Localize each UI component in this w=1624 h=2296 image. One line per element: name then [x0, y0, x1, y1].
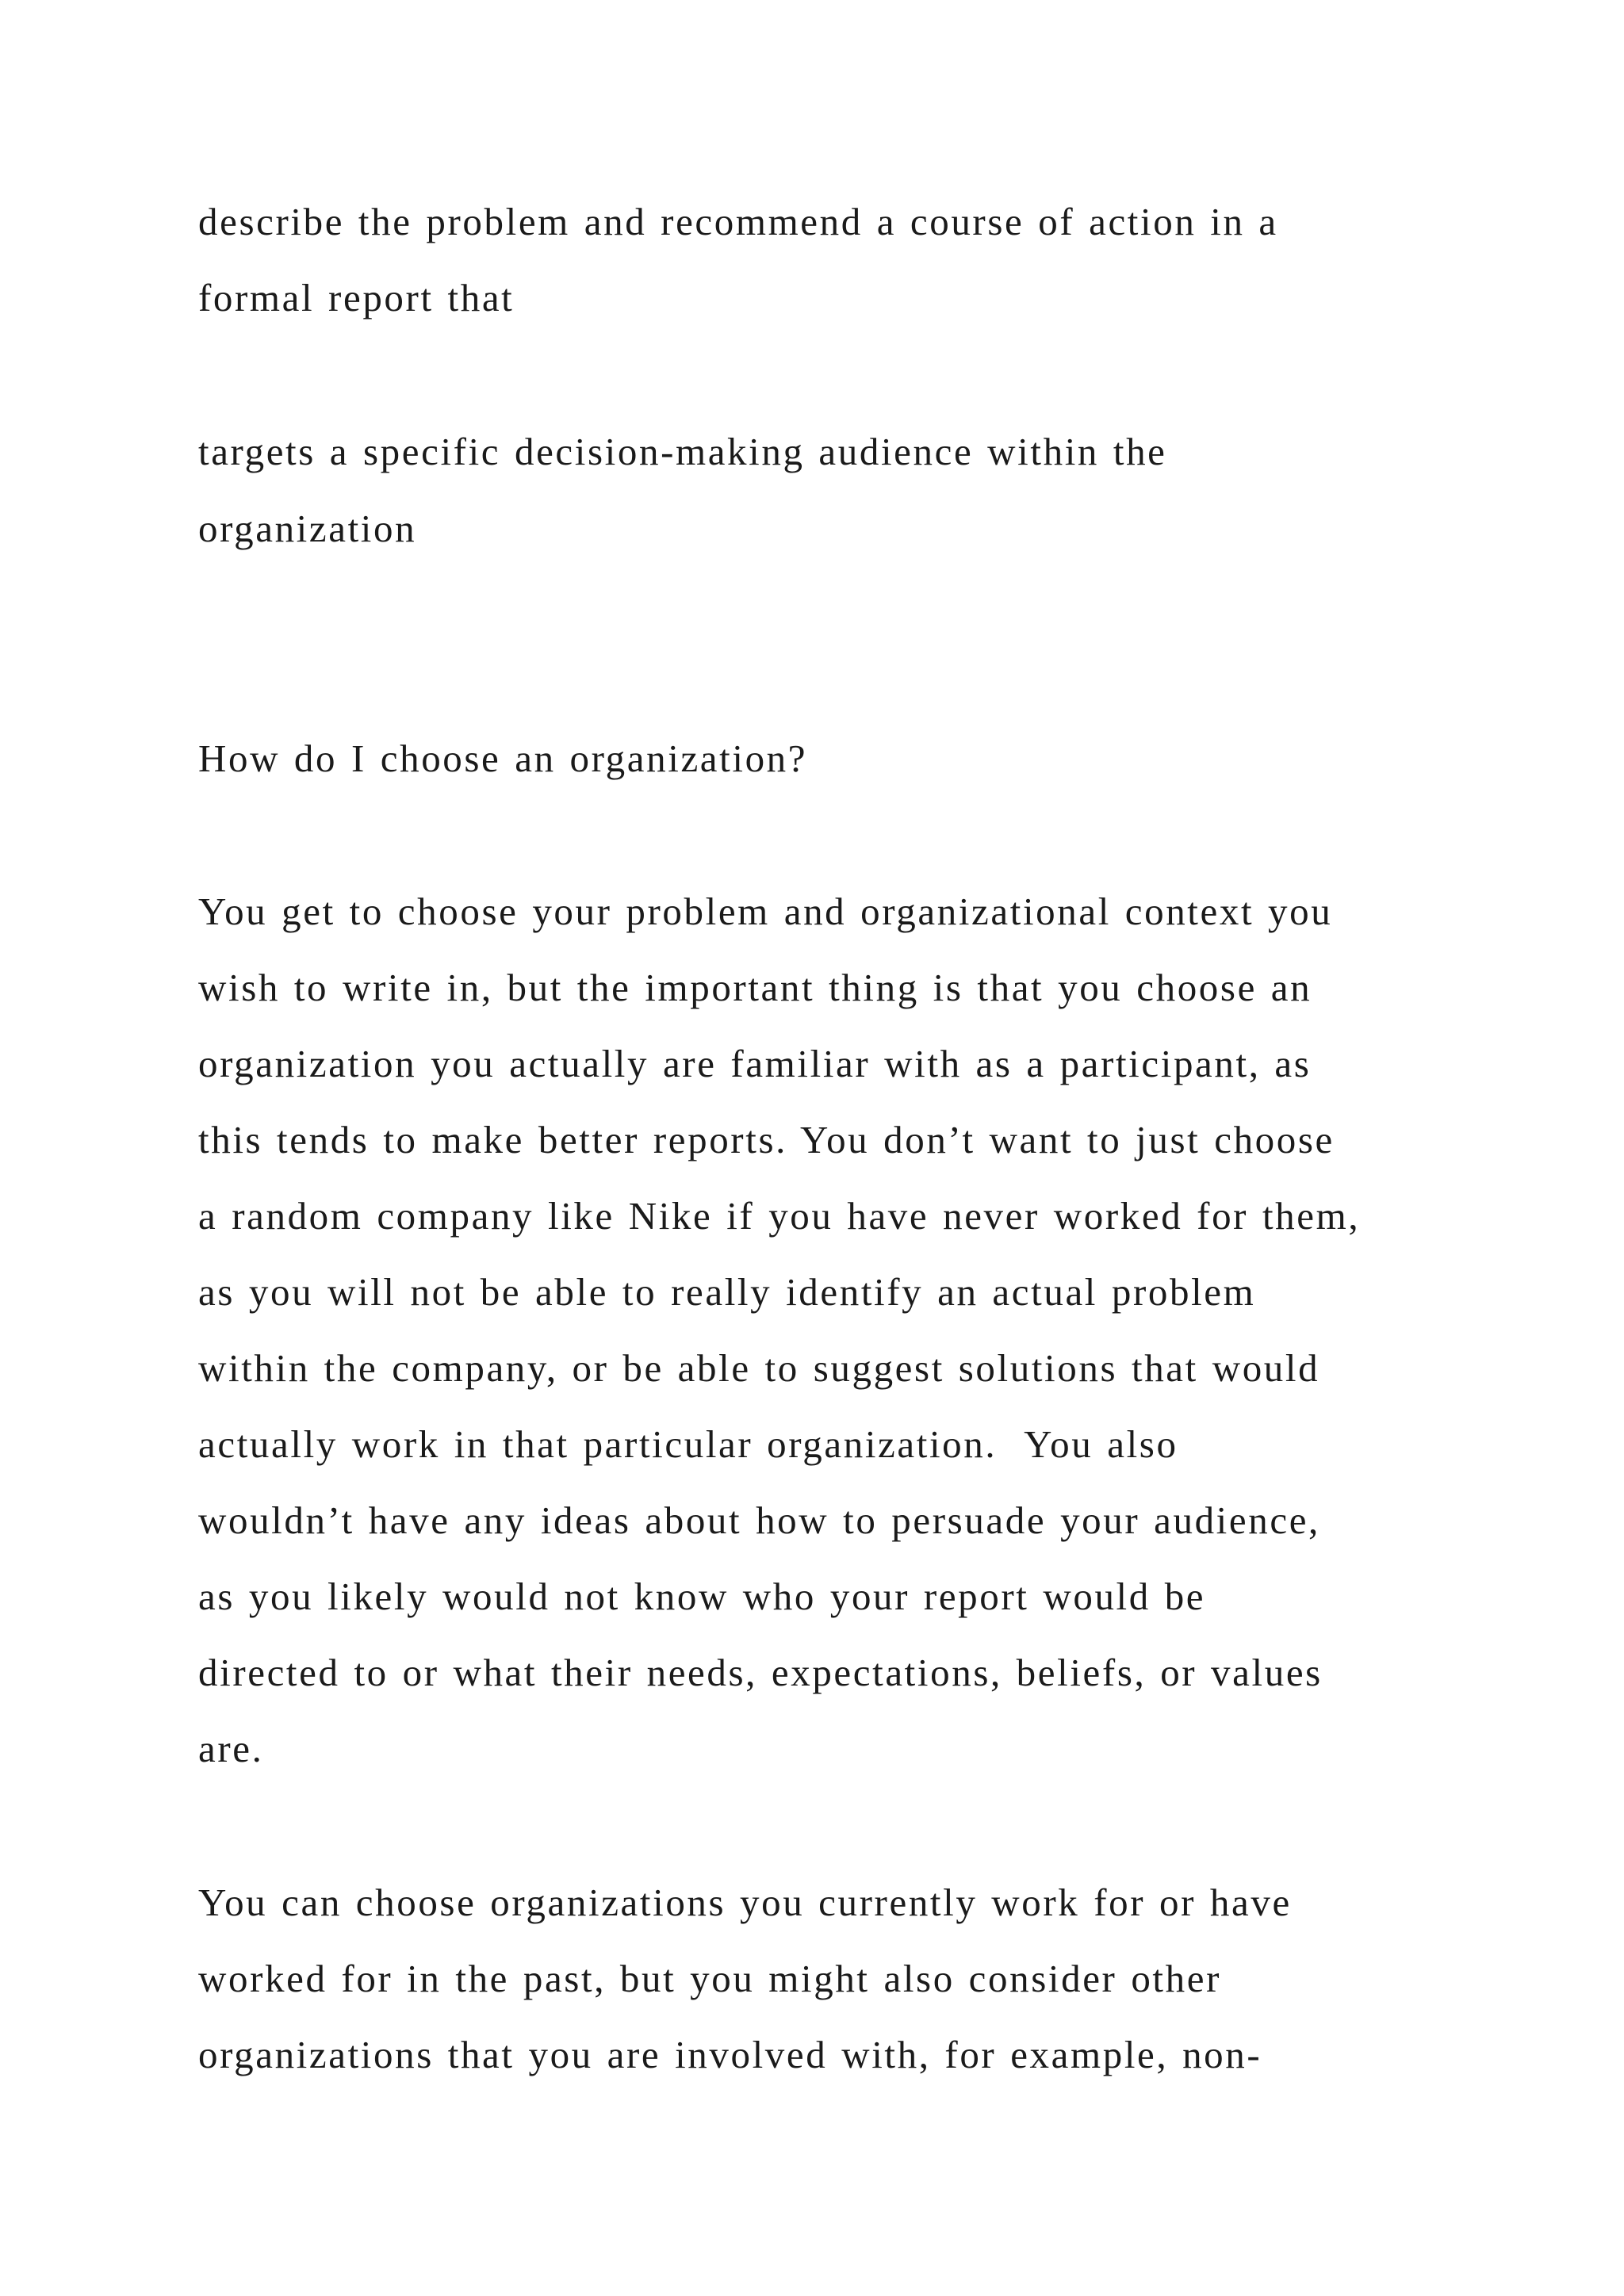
text-line: organization you actually are familiar with as a participant, as	[198, 1042, 1312, 1085]
text-line: as you will not be able to really identify an actual problem	[198, 1270, 1256, 1314]
text-line: formal report that	[198, 276, 515, 320]
text-line: organizations that you are involved with, for example, non-	[198, 2033, 1262, 2076]
section-question: How do I choose an organization?	[198, 737, 808, 780]
text-line: wish to write in, but the important thing is that you choose an	[198, 966, 1312, 1009]
text-line: organization	[198, 507, 417, 550]
text-line: You get to choose your problem and organizational context you	[198, 890, 1333, 933]
text-line: are.	[198, 1727, 264, 1770]
text-line: a random company like Nike if you have never worked for them,	[198, 1194, 1361, 1238]
text-line: targets a specific decision-making audience within the	[198, 430, 1167, 473]
text-line: You can choose organizations you currently work for or have	[198, 1881, 1292, 1924]
text-line: worked for in the past, but you might also consider other	[198, 1957, 1222, 2000]
text-line: as you likely would not know who your report would be	[198, 1575, 1206, 1618]
text-line: wouldn’t have any ideas about how to persuade your audience,	[198, 1498, 1320, 1542]
text-line: describe the problem and recommend a course of action in a	[198, 200, 1278, 243]
text-line: within the company, or be able to suggest solutions that would	[198, 1346, 1320, 1390]
text-line: actually work in that particular organization. You also	[198, 1422, 1178, 1466]
text-line: directed to or what their needs, expectations, beliefs, or values	[198, 1651, 1323, 1694]
text-line: this tends to make better reports. You don’t want to just choose	[198, 1118, 1335, 1161]
